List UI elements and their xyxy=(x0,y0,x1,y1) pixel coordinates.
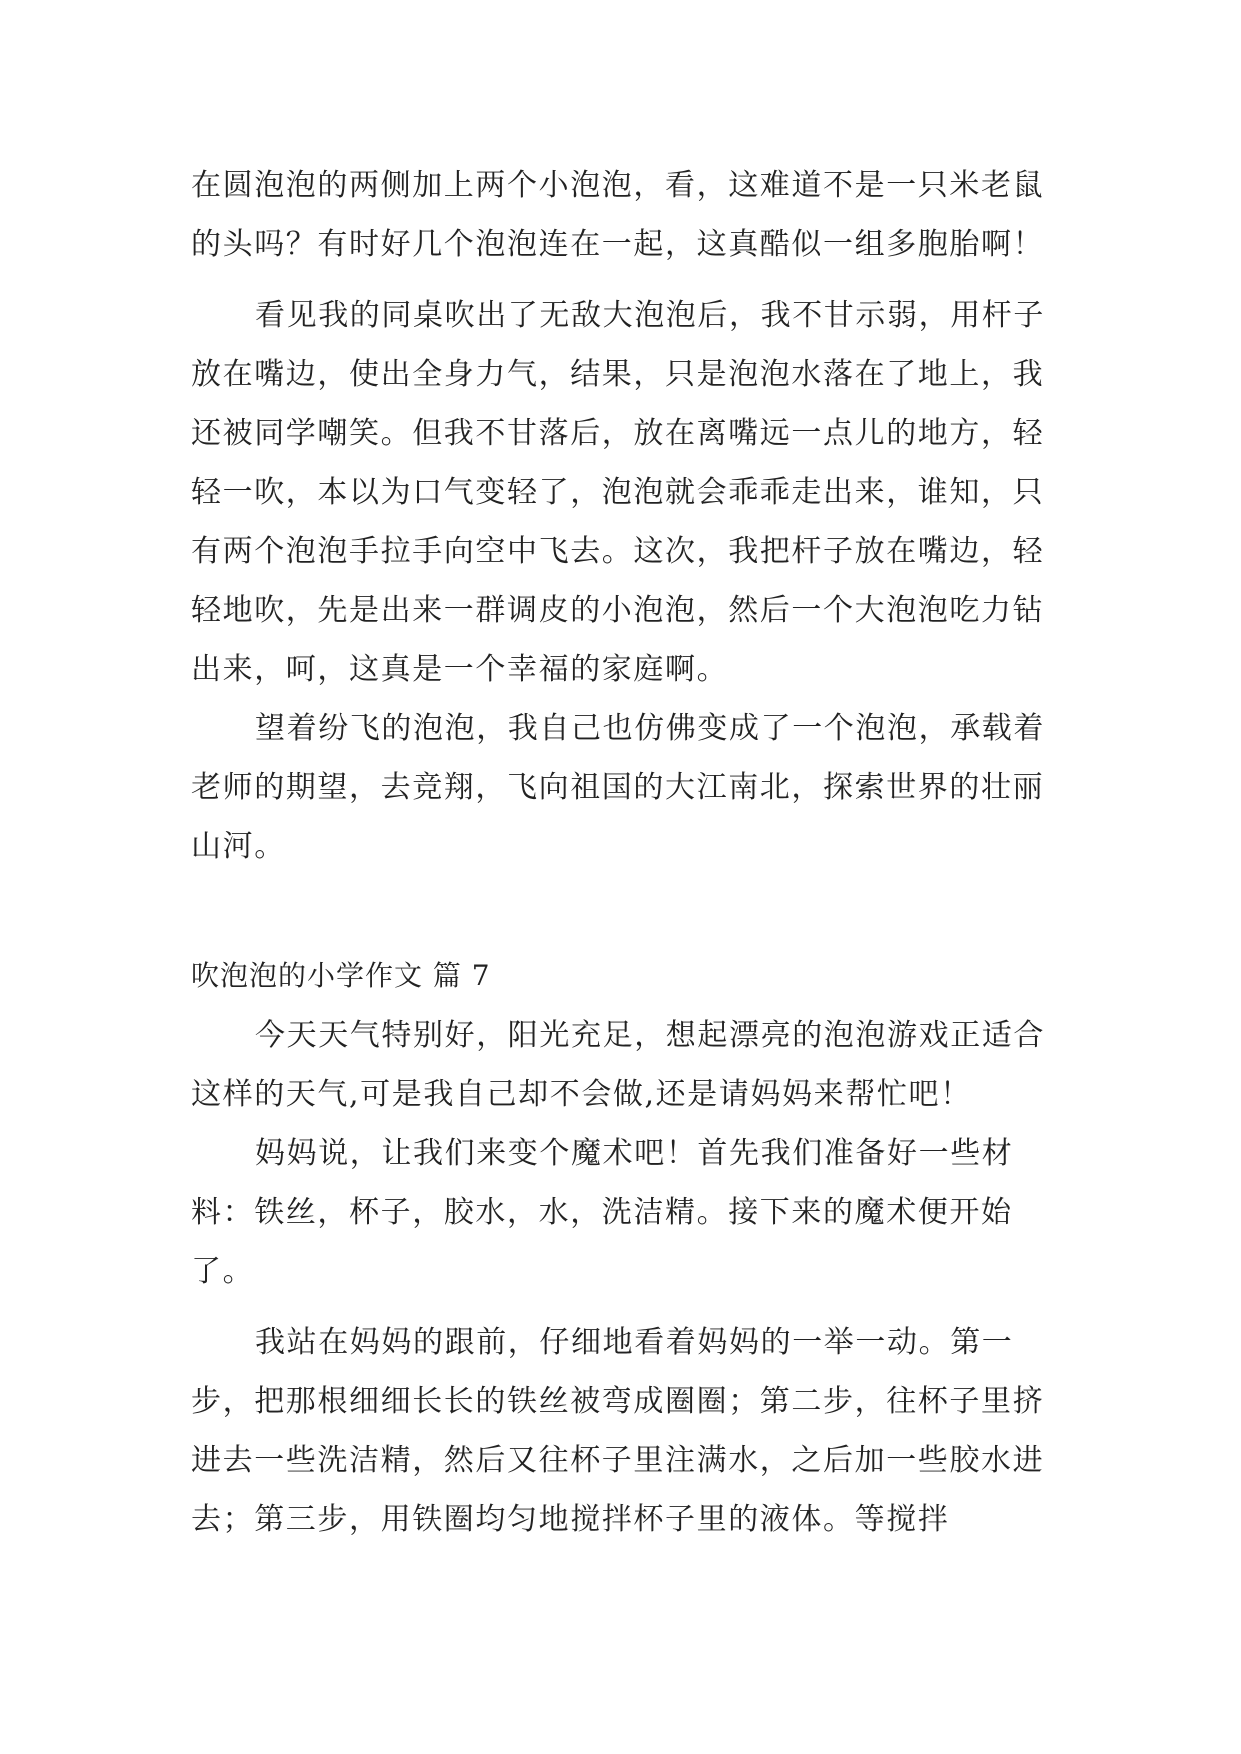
paragraph-continuation: 在圆泡泡的两侧加上两个小泡泡，看，这难道不是一只米老鼠的头吗？有时好几个泡泡连在一起，这真酷似一组多胞胎啊！ xyxy=(191,168,1045,262)
section-heading: 吹泡泡的小学作文 篇 7 xyxy=(191,959,491,992)
paragraph: 看见我的同桌吹出了无敌大泡泡后，我不甘示弱，用杆子放在嘴边，使出全身力气，结果，只是泡泡水落在了地上，我还被同学嘲笑。但我不甘落后，放在离嘴远一点儿的地方，轻轻一吹，本以为口气变轻了，泡泡就会乖乖走出来，谁知，只有两个泡泡手拉手向空中飞去。这次，我把杆子放在嘴边，轻轻地吹，先是出来一群调皮的小泡泡，然后一个大泡泡吃力钻出来，呵，这真是一个幸福的家庭啊。 xyxy=(191,298,1045,687)
paragraph: 望着纷飞的泡泡，我自己也仿佛变成了一个泡泡，承载着老师的期望，去竞翔，飞向祖国的大江南北，探索世界的壮丽山河。 xyxy=(191,711,1045,864)
section-1-body xyxy=(191,156,1051,876)
paragraph: 妈妈说，让我们来变个魔术吧！首先我们准备好一些材料：铁丝，杯子，胶水，水，洗洁精。接下来的魔术便开始了。 xyxy=(191,1136,1014,1289)
section-2-body xyxy=(191,1006,1051,1549)
paragraph: 今天天气特别好，阳光充足，想起漂亮的泡泡游戏正适合这样的天气,可是我自己却不会做,还是请妈妈来帮忙吧！ xyxy=(191,1018,1045,1112)
paragraph: 我站在妈妈的跟前，仔细地看着妈妈的一举一动。第一步，把那根细细长长的铁丝被弯成圈圈；第二步，往杯子里挤进去一些洗洁精，然后又往杯子里注满水，之后加一些胶水进去；第三步，用铁圈均匀地搅拌杯子里的液体。等搅拌 xyxy=(191,1325,1045,1537)
